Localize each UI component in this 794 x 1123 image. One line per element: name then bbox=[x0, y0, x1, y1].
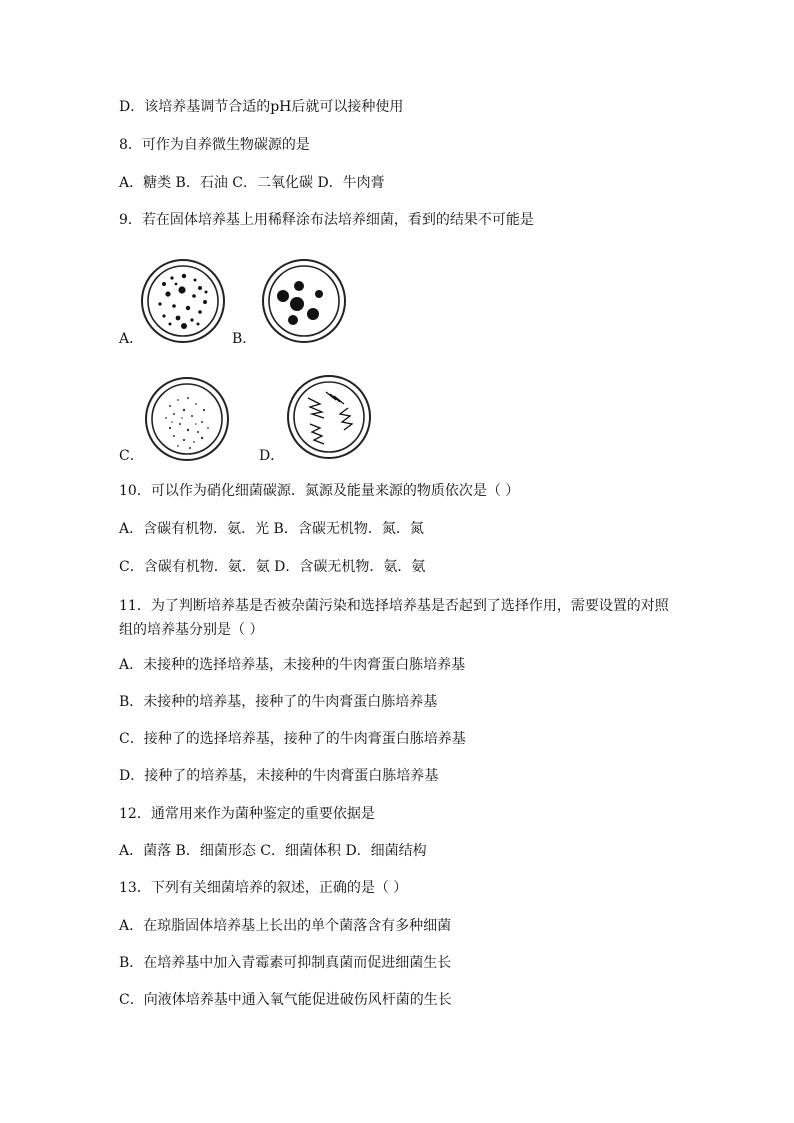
q11-option-d: D．接种了的培养基，未接种的牛肉膏蛋白胨培养基 bbox=[119, 768, 439, 784]
q12-options: A．菌落 B．细菌形态 C．细菌体积 D．细菌结构 bbox=[119, 843, 427, 859]
q7-option-d: D．该培养基调节合适的pH后就可以接种使用 bbox=[119, 99, 404, 115]
q12-stem: 12．通常用来作为菌种鉴定的重要依据是 bbox=[119, 806, 375, 822]
q8-options: A．糖类 B．石油 C．二氧化碳 D．牛肉膏 bbox=[119, 175, 385, 191]
q13-option-c: C．向液体培养基中通入氧气能促进破伤风杆菌的生长 bbox=[119, 992, 452, 1008]
figure-c-label: C． bbox=[119, 448, 144, 464]
q13-option-b: B．在培养基中加入青霉素可抑制真菌而促进细菌生长 bbox=[119, 955, 452, 971]
q10-stem: 10．可以作为硝化细菌碳源．氮源及能量来源的物质依次是（ ） bbox=[119, 483, 520, 499]
q11-stem: 11．为了判断培养基是否被杂菌污染和选择培养基是否起到了选择作用，需要设置的对照组的培养基分别是（ ） bbox=[119, 598, 669, 638]
petri-dish-d bbox=[286, 374, 372, 460]
figure-a-label: A． bbox=[119, 331, 144, 347]
petri-dish-c bbox=[144, 376, 230, 462]
q11-option-a: A．未接种的选择培养基，未接种的牛肉膏蛋白胨培养基 bbox=[119, 657, 466, 673]
figure-b-label: B． bbox=[232, 331, 257, 347]
petri-dish-a bbox=[140, 258, 226, 344]
q10-options-cd: C．含碳有机物．氨．氨 D．含碳无机物．氨．氨 bbox=[119, 559, 426, 575]
figure-d-label: D． bbox=[259, 448, 285, 464]
petri-dish-b bbox=[261, 258, 347, 344]
q10-options-ab: A．含碳有机物．氨．光 B．含碳无机物．氮．氮 bbox=[119, 521, 424, 537]
q9-stem: 9．若在固体培养基上用稀释涂布法培养细菌，看到的结果不可能是 bbox=[119, 212, 534, 228]
q8-stem: 8．可作为自养微生物碳源的是 bbox=[119, 137, 310, 153]
q11-option-c: C．接种了的选择培养基，接种了的牛肉膏蛋白胨培养基 bbox=[119, 731, 466, 747]
q13-stem: 13．下列有关细菌培养的叙述，正确的是（ ） bbox=[119, 880, 408, 896]
q11-option-b: B．未接种的培养基，接种了的牛肉膏蛋白胨培养基 bbox=[119, 694, 438, 710]
q13-option-a: A．在琼脂固体培养基上长出的单个菌落含有多种细菌 bbox=[119, 918, 452, 934]
